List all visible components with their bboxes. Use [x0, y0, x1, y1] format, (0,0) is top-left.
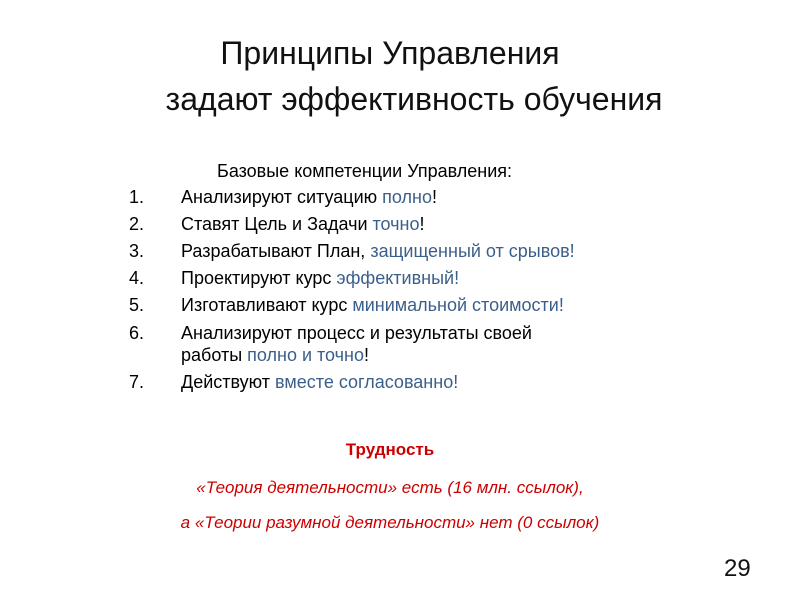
list-item-main-text-line-2: работы	[181, 345, 248, 365]
list-item-suffix: !	[364, 345, 370, 365]
difficulty-line-2: а «Теории разумной деятельности» нет (0 ссылок)	[180, 513, 600, 532]
list-item-number: 1.	[129, 187, 145, 207]
list-item-number: 6.	[129, 323, 145, 343]
list-item-main-text-line-1: Анализируют процесс и результаты своей	[181, 323, 532, 343]
list-item-number: 7.	[129, 372, 145, 392]
list-item-main-text: Анализируют ситуацию	[181, 187, 383, 207]
list-item-main-text: Действуют	[181, 372, 276, 392]
list-item-main-text: Разрабатывают План,	[181, 241, 371, 261]
page-number: 29	[724, 555, 751, 582]
slide-title-line-1: Принципы Управления	[220, 35, 560, 71]
list-item-text	[181, 186, 651, 208]
list-item-text	[181, 322, 651, 366]
list-item-number: 3.	[129, 241, 145, 261]
difficulty-heading: Трудность	[345, 440, 435, 459]
list-item-text	[181, 294, 651, 316]
list-item-main-text: Изготавливают курс	[181, 295, 353, 315]
competencies-subtitle: Базовые компетенции Управления:	[217, 161, 513, 181]
list-item-number: 5.	[129, 295, 145, 315]
list-item-suffix: !	[419, 214, 425, 234]
list-item-text	[181, 371, 651, 393]
list-item-accent-text: минимальной стоимости!	[352, 295, 564, 315]
list-item-accent-text: вместе согласованно!	[275, 372, 459, 392]
list-item-accent-text: точно	[372, 214, 420, 234]
list-item-suffix: !	[431, 187, 437, 207]
list-item-number: 4.	[129, 268, 145, 288]
slide-title-line-2: задают эффективность обучения	[165, 81, 663, 117]
list-item-text	[181, 240, 651, 262]
list-item-accent-text: полно	[382, 187, 432, 207]
list-item-text	[181, 213, 651, 235]
list-item-accent-text: полно и точно	[247, 345, 364, 365]
list-item-main-text: Ставят Цель и Задачи	[181, 214, 373, 234]
list-item-accent-text: защищенный от срывов!	[370, 241, 575, 261]
list-item-main-text: Проектируют курс	[181, 268, 337, 288]
list-item-number: 2.	[129, 214, 145, 234]
list-item-accent-text: эффективный!	[336, 268, 460, 288]
difficulty-line-1: «Теория деятельности» есть (16 млн. ссылок),	[196, 478, 584, 497]
list-item-text	[181, 267, 651, 289]
